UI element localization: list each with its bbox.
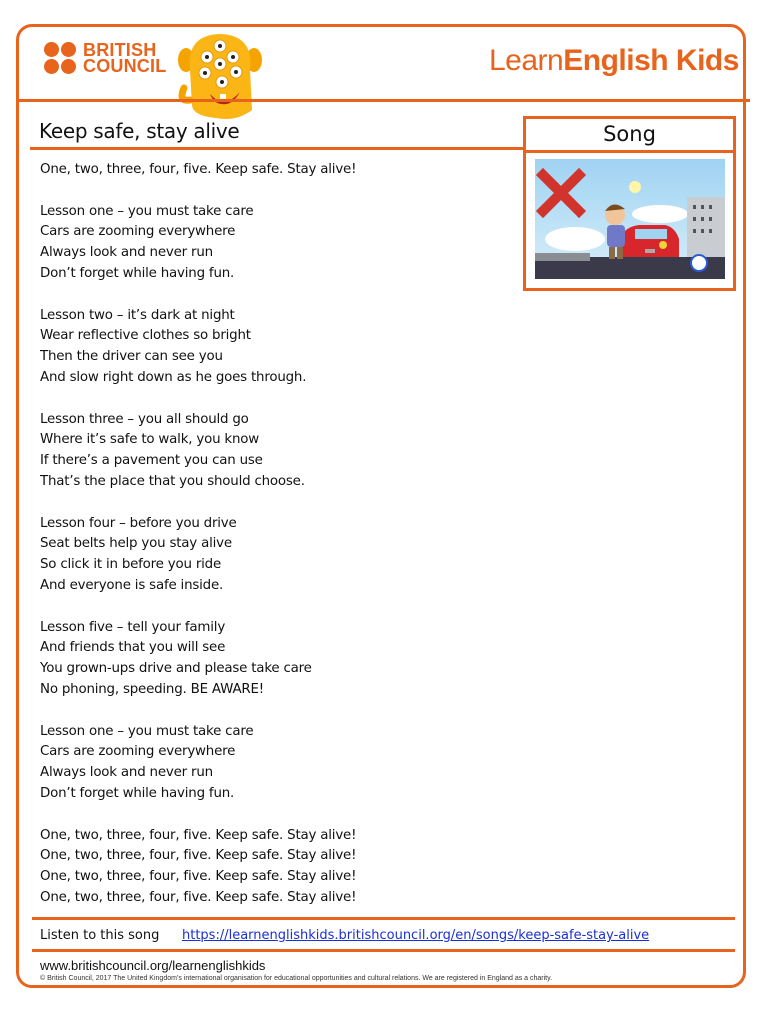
footer-divider-top — [32, 917, 735, 920]
footer-divider-bottom — [32, 949, 735, 952]
brand-line-1: BRITISH — [83, 40, 157, 60]
song-type-label: Song — [526, 119, 733, 153]
lyric-line: Seat belts help you stay alive — [40, 536, 232, 552]
header-divider — [16, 99, 750, 102]
logo-learn: Learn — [489, 44, 564, 77]
lyric-line: Then the driver can see you — [40, 349, 223, 365]
lyric-line: And slow right down as he goes through. — [40, 369, 307, 385]
lyric-line: One, two, three, four, five. Keep safe. Stay alive! — [40, 827, 357, 843]
lyric-line: If there’s a pavement you can use — [40, 453, 263, 469]
stanza — [40, 826, 356, 909]
lyric-line: Where it’s safe to walk, you know — [40, 432, 260, 448]
lyric-line: Don’t forget while having fun. — [40, 265, 235, 281]
stanza — [40, 618, 356, 701]
song-lyrics — [40, 160, 356, 929]
logo-english: English — [563, 44, 669, 77]
lyric-line: Lesson five – tell your family — [40, 619, 226, 635]
copyright-notice: © British Council, 2017 The United Kingdom’s international organisation for educational opportunities and cultural relations. We are registered in England as a charity. — [40, 975, 553, 982]
lyric-line: Wear reflective clothes so bright — [40, 328, 251, 344]
lyric-line: Always look and never run — [40, 245, 213, 261]
lyric-line: One, two, three, four, five. Keep safe. Stay alive! — [40, 869, 357, 885]
lyric-line: Lesson two – it’s dark at night — [40, 307, 235, 323]
lyric-line: And friends that you will see — [40, 640, 226, 656]
site-url: www.britishcouncil.org/learnenglishkids — [40, 958, 266, 973]
page-title: Keep safe, stay alive — [39, 119, 240, 143]
stanza — [40, 410, 356, 493]
lyric-line: Always look and never run — [40, 765, 213, 781]
lyric-line: Lesson one – you must take care — [40, 723, 254, 739]
lyric-line: So click it in before you ride — [40, 557, 221, 573]
road-safety-illustration — [535, 159, 725, 279]
stanza — [40, 202, 356, 285]
lyric-line: You grown-ups drive and please take care — [40, 661, 312, 677]
listen-label: Listen to this song — [40, 928, 160, 943]
lyric-line: Lesson one – you must take care — [40, 203, 254, 219]
song-type-box — [523, 116, 736, 291]
lyric-line: Cars are zooming everywhere — [40, 744, 236, 760]
learnenglish-kids-logo — [489, 44, 739, 78]
monster-mascot-icon — [176, 30, 264, 122]
song-link[interactable]: https://learnenglishkids.britishcouncil.org/en/songs/keep-safe-stay-alive — [182, 928, 650, 943]
lyric-line: Lesson four – before you drive — [40, 515, 237, 531]
lyric-line: Cars are zooming everywhere — [40, 224, 236, 240]
lyric-line: One, two, three, four, five. Keep safe. Stay alive! — [40, 848, 357, 864]
lyric-line: Lesson three – you all should go — [40, 411, 249, 427]
lyric-line: Don’t forget while having fun. — [40, 785, 235, 801]
lyric-line: That’s the place that you should choose. — [40, 473, 305, 489]
lyric-line: And everyone is safe inside. — [40, 577, 224, 593]
stanza — [40, 722, 356, 805]
lyric-line: No phoning, speeding. BE AWARE! — [40, 681, 264, 697]
british-council-dots-icon — [44, 42, 76, 74]
brand-line-2: COUNCIL — [83, 56, 167, 76]
title-underline — [30, 147, 525, 150]
lyric-line: One, two, three, four, five. Keep safe. Stay alive! — [40, 889, 357, 905]
stanza — [40, 514, 356, 597]
stanza — [40, 306, 356, 389]
lyric-line: One, two, three, four, five. Keep safe. Stay alive! — [40, 162, 357, 177]
stanza — [40, 160, 356, 181]
logo-kids: Kids — [668, 44, 739, 77]
british-council-logo — [44, 42, 166, 74]
